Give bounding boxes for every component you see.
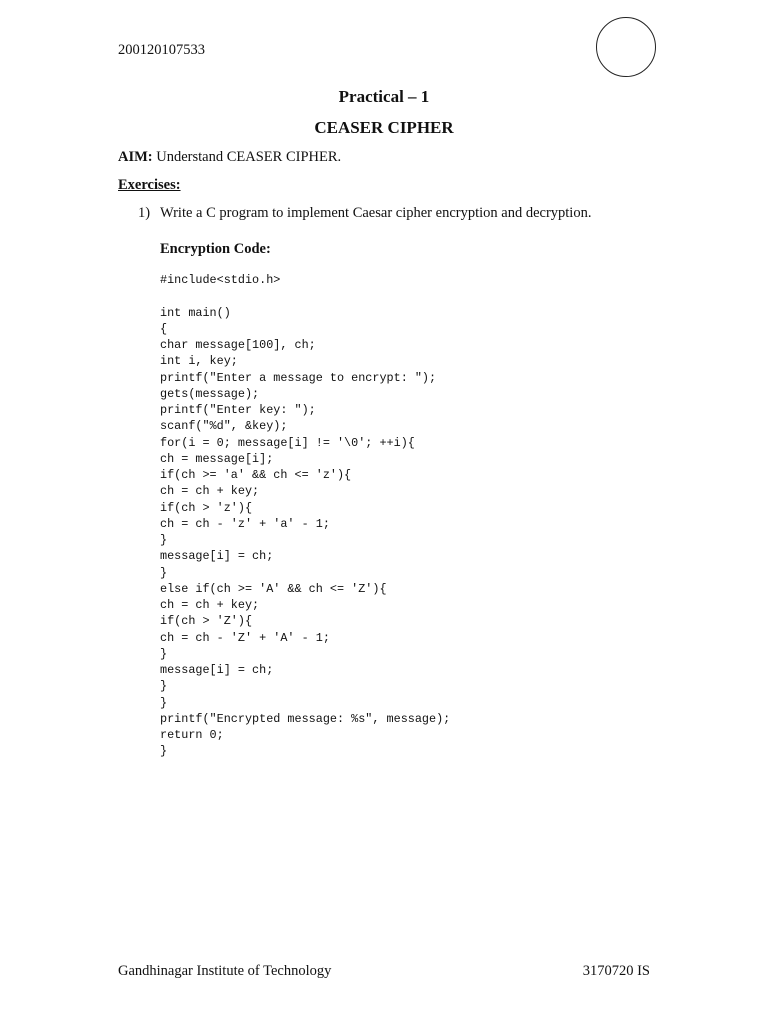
encryption-code-block bbox=[160, 272, 450, 760]
code-line: { bbox=[160, 321, 168, 336]
exercise-number: 1) bbox=[138, 205, 151, 221]
code-line: char message[100], ch; bbox=[160, 338, 316, 352]
encryption-code-heading: Encryption Code: bbox=[160, 241, 271, 257]
code-line: ch = ch + key; bbox=[160, 598, 260, 612]
code-line: message[i] = ch; bbox=[160, 663, 274, 677]
code-line: } bbox=[160, 646, 168, 661]
code-line: for(i = 0; message[i] != '\0'; ++i){ bbox=[160, 435, 415, 450]
footer-course: 3170720 IS bbox=[582, 963, 650, 979]
aim-line bbox=[118, 149, 341, 166]
exercises-heading: Exercises: bbox=[118, 177, 181, 193]
code-line: message[i] = ch; bbox=[160, 549, 274, 564]
aim-label: AIM: bbox=[118, 149, 153, 165]
code-line: ch = ch - 'z' + 'a' - 1; bbox=[160, 516, 330, 531]
code-line: } bbox=[160, 744, 168, 759]
code-line: if(ch >= 'a' && ch <= 'z'){ bbox=[160, 468, 352, 482]
code-line: printf("Enter a message to encrypt: "); bbox=[160, 370, 437, 385]
code-line: else if(ch >= 'A' && ch <= 'Z'){ bbox=[160, 581, 387, 596]
code-line: scanf("%d", &key); bbox=[160, 419, 288, 434]
topic-title: CEASER CIPHER bbox=[314, 118, 454, 137]
code-line: gets(message); bbox=[160, 386, 260, 401]
code-line: ch = message[i]; bbox=[160, 451, 274, 466]
aim-text: Understand CEASER CIPHER. bbox=[152, 149, 342, 165]
code-line: printf("Enter key: "); bbox=[160, 403, 316, 417]
grade-circle bbox=[596, 17, 656, 77]
code-line: int i, key; bbox=[160, 354, 238, 369]
exercise-text: Write a C program to implement Caesar cipher encryption and decryption. bbox=[160, 205, 592, 221]
practical-title: Practical – 1 bbox=[338, 87, 430, 106]
code-line: int main() bbox=[160, 305, 231, 320]
code-line: ch = ch + key; bbox=[160, 484, 260, 499]
code-line: if(ch > 'Z'){ bbox=[160, 614, 253, 629]
code-line: ch = ch - 'Z' + 'A' - 1; bbox=[160, 630, 330, 645]
code-line: printf("Encrypted message: %s", message); bbox=[160, 711, 451, 726]
code-line: } bbox=[160, 695, 168, 710]
code-line: return 0; bbox=[160, 728, 224, 742]
code-line: } bbox=[160, 679, 168, 694]
enrollment-number: 200120107533 bbox=[118, 42, 205, 58]
code-line: } bbox=[160, 565, 168, 580]
code-line: } bbox=[160, 533, 168, 547]
footer-institute: Gandhinagar Institute of Technology bbox=[118, 963, 332, 979]
code-line: #include<stdio.h> bbox=[160, 273, 281, 287]
code-line bbox=[160, 288, 450, 304]
code-line: if(ch > 'z'){ bbox=[160, 500, 253, 515]
